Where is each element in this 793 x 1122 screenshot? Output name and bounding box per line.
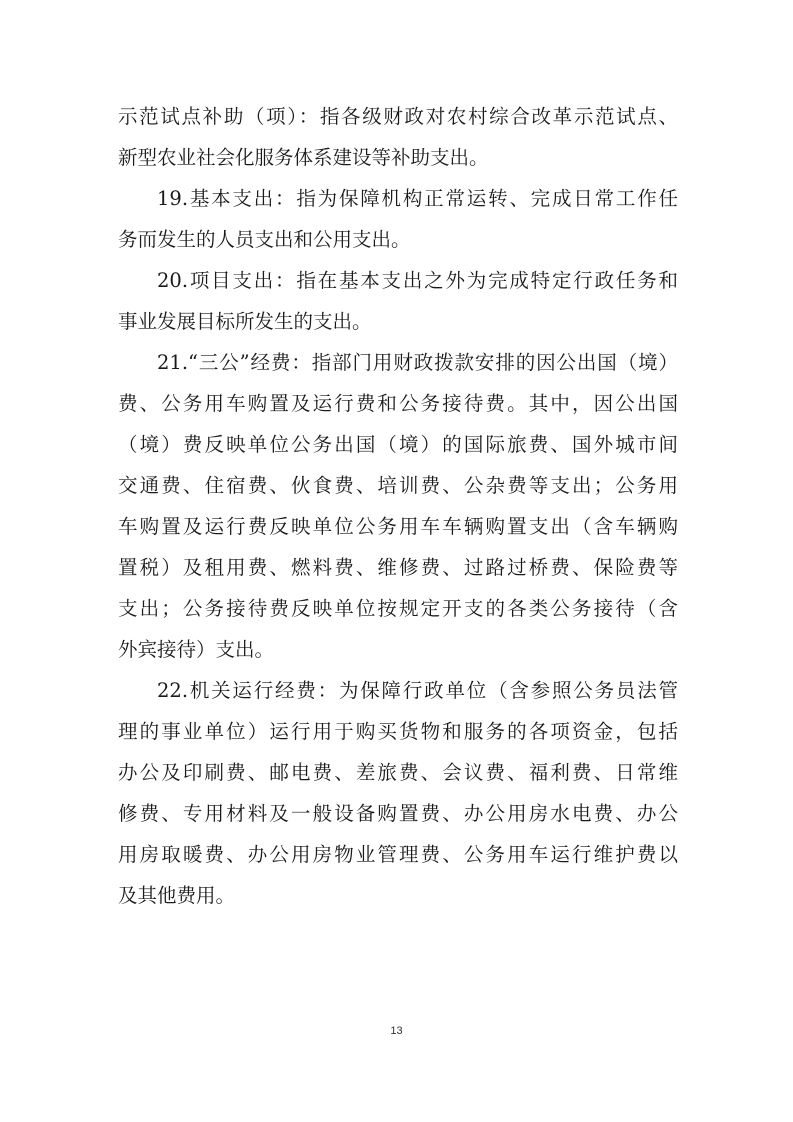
page-number: 13 [390, 1025, 403, 1037]
text-line: （境）费反映单位公务出国（境）的国际旅费、国外城市间 [118, 433, 678, 456]
text-line: 费、公务用车购置及运行费和公务接待费。其中，因公出国 [118, 392, 678, 415]
text-line: 理的事业单位）运行用于购买货物和服务的各项资金，包括 [118, 720, 678, 743]
text-line: 新型农业社会化服务体系建设等补助支出。 [118, 146, 489, 169]
text-line: 示范试点补助（项）：指各级财政对农村综合改革示范试点、 [118, 105, 678, 128]
text-line: 务而发生的人员支出和公用支出。 [118, 228, 411, 251]
text-line: 用房取暖费、办公用房物业管理费、公务用车运行维护费以 [118, 843, 678, 866]
paragraph-21-line: 21.“三公”经费：指部门用财政拨款安排的因公出国（境） [157, 351, 678, 374]
paragraph-19-line: 19.基本支出：指为保障机构正常运转、完成日常工作任 [157, 187, 678, 210]
text-line: 事业发展目标所发生的支出。 [118, 310, 372, 333]
text-line: 及其他费用。 [118, 884, 236, 907]
text-line: 办公及印刷费、邮电费、差旅费、会议费、福利费、日常维 [118, 761, 678, 784]
text-line: 车购置及运行费反映单位公务用车车辆购置支出（含车辆购 [118, 515, 678, 538]
text-line: 置税）及租用费、燃料费、维修费、过路过桥费、保险费等 [118, 556, 678, 579]
text-line: 支出；公务接待费反映单位按规定开支的各类公务接待（含 [118, 597, 678, 620]
text-line: 修费、专用材料及一般设备购置费、办公用房水电费、办公 [118, 802, 678, 825]
text-line: 外宾接待）支出。 [118, 638, 275, 661]
text-line: 交通费、住宿费、伙食费、培训费、公杂费等支出；公务用 [118, 474, 678, 497]
paragraph-22-line: 22.机关运行经费：为保障行政单位（含参照公务员法管 [157, 679, 678, 702]
paragraph-20-line: 20.项目支出：指在基本支出之外为完成特定行政任务和 [157, 269, 678, 292]
